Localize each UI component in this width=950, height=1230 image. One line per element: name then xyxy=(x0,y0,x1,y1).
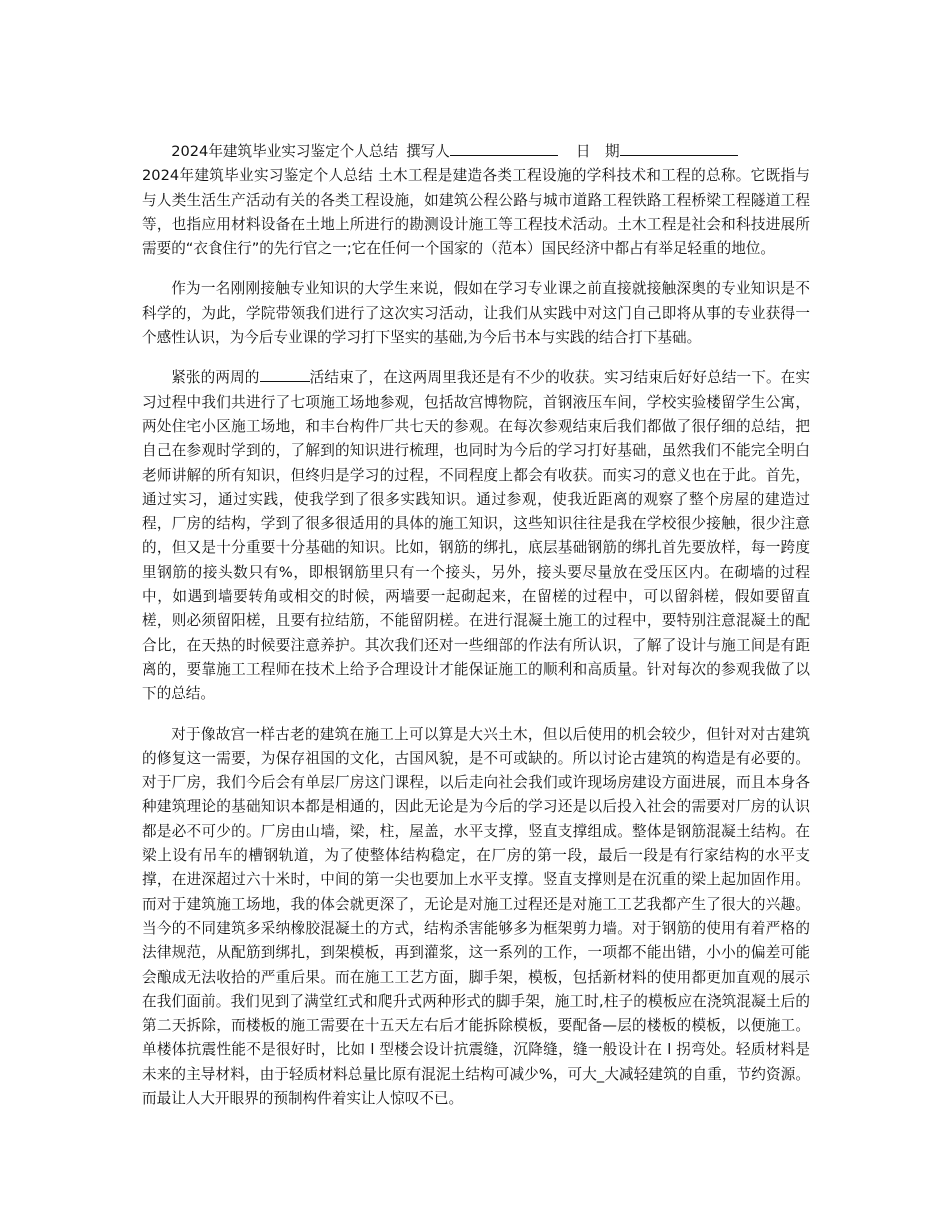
paragraph-3-before: 紧张的两周的 xyxy=(171,369,260,387)
author-label: 撰写人 xyxy=(406,143,450,160)
paragraph-1: 2024年建筑毕业实习鉴定个人总结 土木工程是建造各类工程设施的学科技术和工程的总称。它既指与与人类生活生产活动有关的各类工程设施，如建筑公程公路与城市道路工程铁路工程桥梁工程隧道工程等，也指应用材料设备在土地上所进行的勘测设计施工等工程技术活动。土木工程是社会和科技进展所需要的“衣食住行”的先行官之一;它在任何一个国家的（范本）国民经济中都占有举足轻重的地位。 xyxy=(142,167,810,258)
paragraph-3 xyxy=(142,366,810,706)
author-blank xyxy=(450,141,558,156)
paragraph-3-blank xyxy=(260,367,310,382)
header-line xyxy=(142,140,810,261)
date-label: 日 期 xyxy=(575,143,620,160)
paragraph-2: 作为一名刚刚接触专业知识的大学生来说，假如在学习专业课之前直接就接触深奥的专业知识是不科学的，为此，学院带领我们进行了这次实习活动，让我们从实践中对这门自己即将从事的专业获得一个感性认识，为今后专业课的学习打下坚实的基础,为今后书本与实践的结合打下基础。 xyxy=(142,280,810,347)
paragraph-4: 对于像故宫一样古老的建筑在施工上可以算是大兴土木，但以后使用的机会较少，但针对对古建筑的修复这一需要，为保存祖国的文化，古国风貌，是不可或缺的。所以讨论古建筑的构造是有必要的。对于厂房，我们今后会有单层厂房这门课程，以后走向社会我们或许现场房建设方面进展，而且本身各种建筑理论的基础知识本都是相通的，因此无论是为今后的学习还是以后投入社会的需要对厂房的认识都是必不可少的。厂房由山墙，梁，柱，屋盖，水平支撑，竖直支撑组成。整体是钢筋混凝土结构。在梁上设有吊车的槽钢轨道，为了使整体结构稳定，在厂房的第一段，最后一段是有行家结构的水平支撑，在进深超过六十米时，中间的第一尖也要加上水平支撑。竖直支撑则是在沉重的梁上起加固作用。而对于建筑施工场地，我的体会就更深了，无论是对施工过程还是对施工工艺我都产生了很大的兴趣。当今的不同建筑多采纳橡胶混凝土的方式，结构杀害能够多为框架剪力墙。对于钢筋的使用有着严格的法律规范，从配筋到绑扎，到架模板，再到灌浆，这一系列的工作，一项都不能出错，小小的偏差可能会酿成无法收拾的严重后果。而在施工工艺方面，脚手架，模板，包括新材料的使用都更加直观的展示在我们面前。我们见到了满堂红式和爬升式两种形式的脚手架，施工时,柱子的模板应在浇筑混凝土后的第二天拆除，而楼板的施工需要在十五天左右后才能拆除模板，要配备—层的楼板的模板，以便施工。单楼体抗震性能不是很好时，比如 l 型楼会设计抗震缝，沉降缝，缝一般设计在 l 拐弯处。轻质材料是未来的主导材料，由于轻质材料总量比原有混泥土结构可减少%，可大_大减轻建筑的自重，节约资源。而最让人大开眼界的预制构件着实让人惊叹不已。 xyxy=(142,725,810,1107)
document-body xyxy=(142,140,810,1111)
date-blank xyxy=(620,141,738,156)
document-title: 2024年建筑毕业实习鉴定个人总结 xyxy=(171,143,399,160)
paragraph-3-after: 活结束了，在这两周里我还是有不少的收获。实习结束后好好总结一下。在实习过程中我们共进行了七项施工场地参观，包括故宫博物院，首钢液压车间，学校实验楼留学生公寓，两处住宅小区施工场地，和丰台构件厂共七天的参观。在每次参观结束后我们都做了很仔细的总结，把自己在参观时学到的，了解到的知识进行梳理，也同时为今后的学习打好基础，虽然我们不能完全明白老师讲解的所有知识，但终归是学习的过程，不同程度上都会有收获。而实习的意义也在于此。首先，通过实习，通过实践，使我学到了很多实践知识。通过参观，使我近距离的观察了整个房屋的建造过程，厂房的结构，学到了很多很适用的具体的施工知识，这些知识往往是我在学校很少接触，很少注意的，但又是十分重要十分基础的知识。比如，钢筋的绑扎，底层基础钢筋的绑扎首先要放样，每一跨度里钢筋的接头数只有%，即根钢筋里只有一个接头，另外，接头要尽量放在受压区内。在砌墙的过程中，如遇到墙要转角或相交的时候，两墙要一起砌起来，在留槎的过程中，可以留斜槎，假如要留直槎，则必须留阳槎，且要有拉结筋，不能留阴槎。在进行混凝土施工的过程中，要特别注意混凝土的配合比，在天热的时候要注意养护。其次我们还对一些细部的作法有所认识，了解了设计与施工间是有距离的，要靠施工工程师在技术上给予合理设计才能保证施工的顺利和高质量。针对每次的参观我做了以下的总结。 xyxy=(142,369,810,703)
